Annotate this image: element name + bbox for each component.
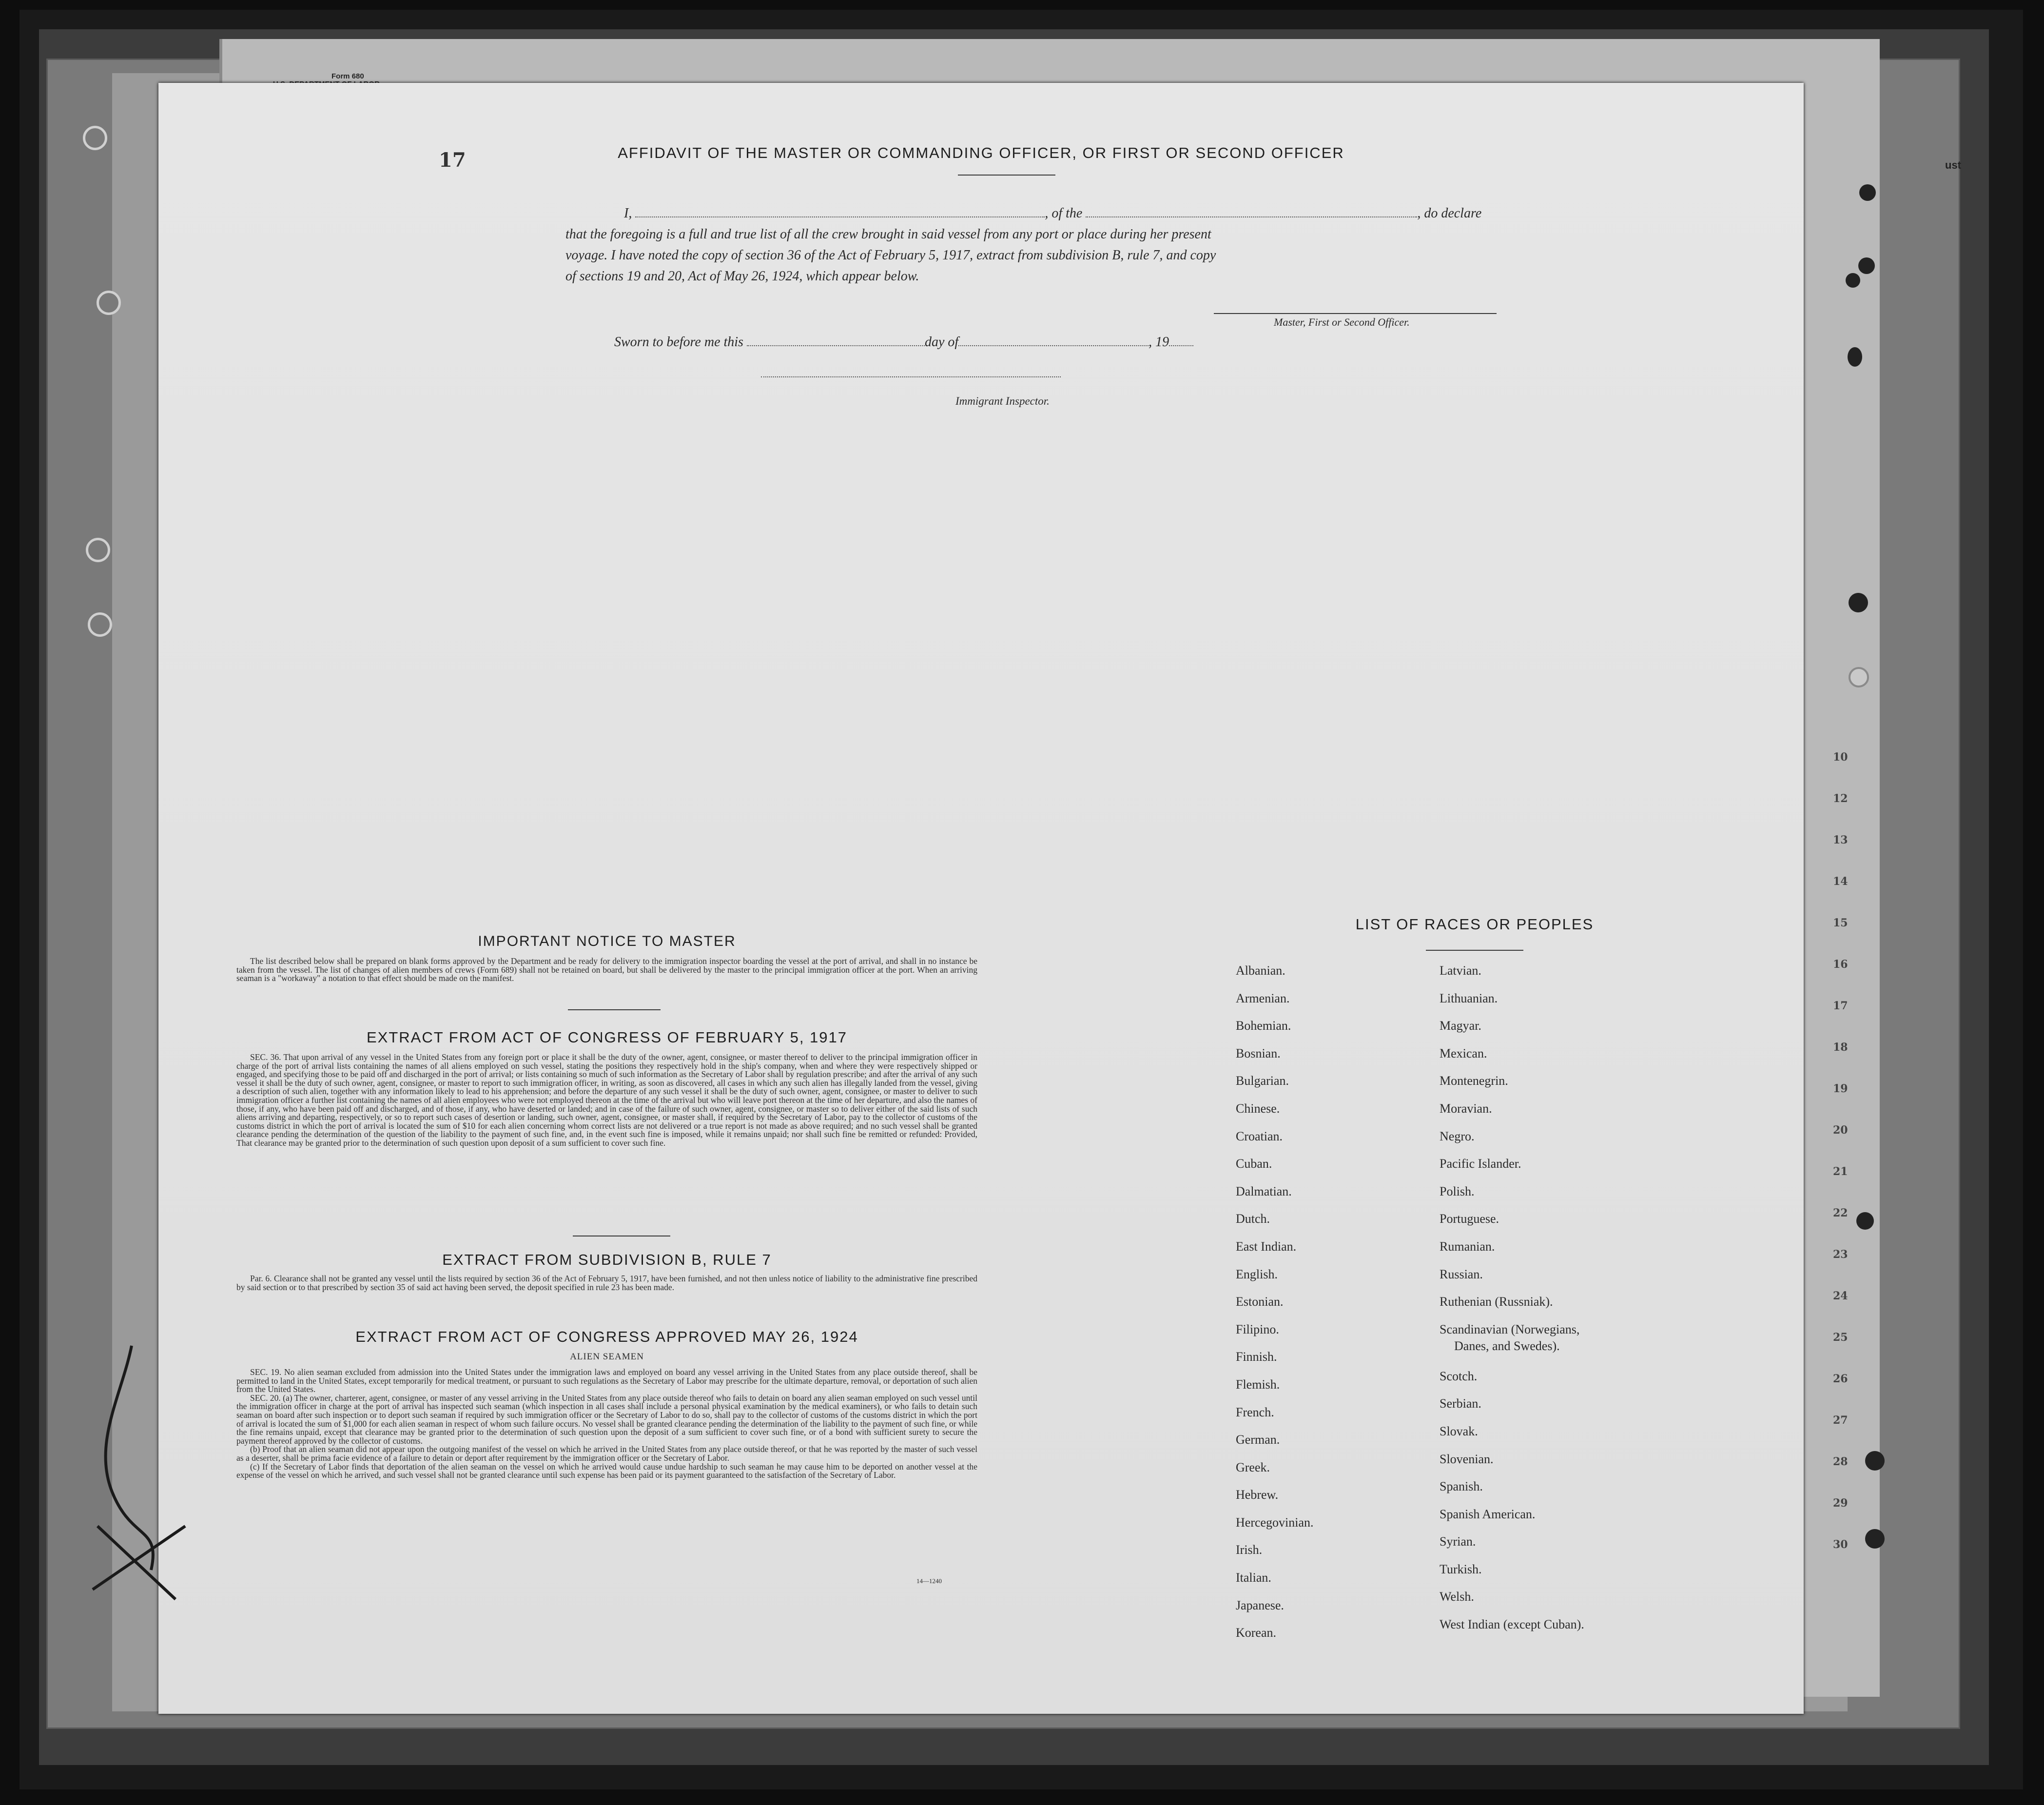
extract-1924-paragraph: SEC. 20. (a) The owner, charterer, agent, consignee, or master of any vessel arriving in the United States from any place outside thereof who fails to detain on board any alien seaman employed on such vessel until the immigration officer in charge at the port of arrival has inspected such seaman (which inspection in all cases shall include a personal physical examination by the medical examiners), or who fails to detain such seaman on board after such inspection or to deport such seaman if required by such immigration officer or the Secretary of Labor to do so, shall pay to the collector of customs of the customs district in which the port of arrival is located the sum of $1,000 for each alien seaman in respect of whom such failure occurs. No vessel shall be granted clearance pending the determination of the liability to the payment of such fine, or while the fine remains unpaid, except that clearance may be granted prior to the determination of such question upon the deposit of a sum sufficient to cover such fine, or of a bond with sufficient surety to secure the payment thereof approved by the collector of customs. (236, 1393, 977, 1446)
sworn-month-blank[interactable] (958, 335, 1149, 346)
race-item: Spanish. (1440, 1479, 1483, 1494)
binding-hole (1865, 1529, 1885, 1549)
race-item: Dalmatian. (1236, 1184, 1292, 1198)
race-item: Bosnian. (1236, 1046, 1281, 1060)
sworn-line (614, 334, 1193, 350)
races-title: LIST OF RACES OR PEOPLES (1355, 916, 1594, 933)
master-signature-label: Master, First or Second Officer. (1274, 316, 1410, 328)
sworn-day-of: day of (924, 334, 959, 350)
affidavit-declaration (565, 203, 1677, 287)
race-item: Montenegrin. (1440, 1074, 1508, 1088)
race-item: Polish. (1440, 1184, 1475, 1198)
race-item: Moravian. (1440, 1101, 1492, 1116)
binding-hole (1865, 1451, 1885, 1471)
race-item: Irish. (1236, 1543, 1263, 1557)
sworn-year: , 19 (1149, 334, 1169, 350)
binding-hole (1849, 667, 1869, 687)
row-number: 28 (1833, 1455, 1848, 1468)
extract-1924-paragraph: (b) Proof that an alien seaman did not appear upon the outgoing manifest of the vessel on which he arrived in the United States from any place outside thereof, or that he was reported by the master of such vessel as a deserter, shall be prima facie evidence of a failure to detain or deport after requirement by the immigration officer or the Secretary of Labor. (236, 1444, 977, 1463)
binding-hole (1846, 273, 1860, 288)
race-item: Filipino. (1236, 1322, 1279, 1336)
race-item: Latvian. (1440, 963, 1481, 978)
extract-1924-paragraph: SEC. 19. No alien seaman excluded from admission into the United States under the immigration laws and employed on board any vessel arriving in the United States from any place outside thereof, shall be permitted to land in the United States, except temporarily for medical treatment, or pursuant to such regulations as the Secretary of Labor may prescribe for the ultimate departure, removal, or deportation of such alien from the United States. (236, 1367, 977, 1394)
race-item: German. (1236, 1432, 1280, 1447)
race-item: Estonian. (1236, 1295, 1284, 1309)
race-item: Bulgarian. (1236, 1074, 1289, 1088)
row-number: 17 (1833, 1000, 1848, 1012)
race-item: Flemish. (1236, 1377, 1280, 1392)
binding-hole (1858, 257, 1875, 274)
race-item: Spanish American. (1440, 1507, 1536, 1521)
race-item: Russian. (1440, 1267, 1483, 1281)
title-rule (958, 175, 1055, 176)
race-item: Finnish. (1236, 1350, 1277, 1364)
declaration-i: I, (624, 206, 632, 221)
extract-1917-title: EXTRACT FROM ACT OF CONGRESS OF FEBRUARY 5, 1917 (366, 1029, 848, 1046)
row-number: 20 (1833, 1124, 1848, 1137)
page-mark: 17 (439, 149, 466, 172)
race-item: Italian. (1236, 1570, 1271, 1585)
section-rule (568, 1009, 661, 1010)
race-item: Portuguese. (1440, 1212, 1499, 1226)
right-margin-numbers (1833, 751, 1852, 1580)
master-signature-line[interactable] (1214, 313, 1497, 314)
race-item: Ruthenian (Russniak). (1440, 1295, 1553, 1309)
race-item: Welsh. (1440, 1589, 1474, 1604)
races-right-column (1440, 963, 1732, 1645)
declaration-of-the: , of the (1045, 206, 1083, 221)
race-item: Mexican. (1440, 1046, 1487, 1060)
race-item: Dutch. (1236, 1212, 1270, 1226)
races-left-column (1236, 963, 1431, 1653)
race-item: Scotch. (1440, 1369, 1478, 1383)
race-item: Turkish. (1440, 1562, 1482, 1576)
row-number: 22 (1833, 1207, 1848, 1219)
binding-hole (86, 538, 110, 562)
rule-7-paragraph: Par. 6. Clearance shall not be granted any vessel until the lists required by section 36 of the Act of February 5, 1917, have been furnished, and not then unless notice of liability to the administrative fine prescribed by said section or to that prescribed by section 35 of said act having been served, the deposit specified in rule 23 has been made. (236, 1274, 977, 1292)
affidavit-title: AFFIDAVIT OF THE MASTER OR COMMANDING OFFICER, OR FIRST OR SECOND OFFICER (618, 144, 1344, 161)
print-code: 14—1240 (916, 1577, 942, 1585)
vessel-blank[interactable] (1086, 207, 1417, 217)
pen-scribble (63, 1316, 219, 1619)
declaration-line-4: of sections 19 and 20, Act of May 26, 1924, which appear below. (565, 269, 919, 284)
form-number: Form 680 (331, 72, 364, 80)
race-item: West Indian (except Cuban). (1440, 1617, 1584, 1632)
row-number: 10 (1833, 751, 1848, 764)
race-item-continued: Danes, and Swedes). (1454, 1338, 1560, 1353)
binding-hole (1848, 347, 1862, 367)
row-number: 21 (1833, 1165, 1848, 1178)
row-number: 14 (1833, 875, 1848, 888)
rule-7-title: EXTRACT FROM SUBDIVISION B, RULE 7 (442, 1251, 772, 1268)
race-item: Chinese. (1236, 1101, 1280, 1116)
race-item: Slovenian. (1440, 1452, 1494, 1466)
race-item: Cuban. (1236, 1157, 1272, 1171)
race-item: French. (1236, 1405, 1274, 1419)
race-item: Magyar. (1440, 1019, 1481, 1033)
race-item: Japanese. (1236, 1598, 1284, 1612)
row-number: 18 (1833, 1041, 1848, 1054)
row-number: 16 (1833, 958, 1848, 971)
notice-text (236, 957, 977, 983)
extract-1917-text (236, 1053, 977, 1148)
extract-1924-subtitle: ALIEN SEAMEN (570, 1352, 644, 1362)
race-item: Rumanian. (1440, 1239, 1495, 1254)
row-number: 24 (1833, 1290, 1848, 1302)
row-number: 15 (1833, 917, 1848, 929)
race-item: Negro. (1440, 1129, 1475, 1143)
row-number: 19 (1833, 1082, 1848, 1095)
race-item: Hebrew. (1236, 1488, 1279, 1502)
binding-hole (83, 126, 107, 150)
row-number: 23 (1833, 1248, 1848, 1261)
section-rule (1426, 950, 1523, 951)
race-item: Scandinavian (Norwegians, (1440, 1322, 1580, 1336)
declaration-line-2: that the foregoing is a full and true list of all the crew brought in said vessel from any port or place during her present (565, 227, 1211, 242)
extract-1924-text (236, 1368, 977, 1480)
row-number: 25 (1833, 1331, 1848, 1344)
row-number: 13 (1833, 834, 1848, 846)
race-item: Syrian. (1440, 1534, 1476, 1549)
name-blank[interactable] (635, 207, 1045, 217)
row-number: 26 (1833, 1373, 1848, 1385)
extract-1924-paragraph: (c) If the Secretary of Labor finds that deportation of the alien seaman on the vessel on which he arrived would cause undue hardship to such seaman he may cause him to be deported on another vessel at the expense of the vessel on which he arrived, and such vessel shall not be granted clearance until such expense has been paid or its payment guaranteed to the satisfaction of the Secretary of Labor. (236, 1461, 977, 1480)
notice-title: IMPORTANT NOTICE TO MASTER (478, 933, 736, 949)
row-number: 29 (1833, 1497, 1848, 1510)
affidavit-page (158, 83, 1804, 1714)
race-item: Korean. (1236, 1626, 1277, 1640)
sworn-prefix: Sworn to before me this (614, 334, 743, 350)
race-item: Croatian. (1236, 1129, 1283, 1143)
rule-7-text (236, 1275, 977, 1292)
sworn-year-blank[interactable] (1169, 335, 1193, 346)
race-item: Albanian. (1236, 963, 1285, 978)
race-item: Serbian. (1440, 1396, 1481, 1411)
inspector-signature-line[interactable] (761, 376, 1061, 377)
race-item: Hercegovinian. (1236, 1515, 1314, 1530)
inspector-label: Immigrant Inspector. (955, 395, 1050, 407)
binding-hole (88, 612, 112, 637)
binding-hole (97, 291, 121, 315)
notice-paragraph: The list described below shall be prepared on blank forms approved by the Department and be ready for delivery to the immigration inspector boarding the vessel at the port of arrival, and shall in no instance be taken from the vessel. The list of changes of alien members of crews (Form 689) shall not be retained on board, but shall be delivered by the master to the principal immigration officer at the port. When an arriving seaman is a "workaway" a notation to that effect should be made on the manifest. (236, 956, 977, 983)
row-number: 12 (1833, 792, 1848, 805)
extract-1924-title: EXTRACT FROM ACT OF CONGRESS APPROVED MAY 26, 1924 (355, 1328, 858, 1345)
binding-hole (1859, 184, 1876, 201)
edge-label: ust (1945, 159, 1961, 171)
race-item: East Indian. (1236, 1239, 1297, 1254)
race-item: Lithuanian. (1440, 991, 1498, 1005)
race-item: Bohemian. (1236, 1019, 1291, 1033)
race-item: Armenian. (1236, 991, 1290, 1005)
race-item: Greek. (1236, 1460, 1270, 1474)
row-number: 30 (1833, 1538, 1848, 1551)
race-item: English. (1236, 1267, 1278, 1281)
declaration-line-3: voyage. I have noted the copy of section 36 of the Act of February 5, 1917, extract from subdivision B, rule 7, and copy (565, 248, 1216, 263)
race-item: Slovak. (1440, 1424, 1478, 1438)
race-item: Pacific Islander. (1440, 1157, 1521, 1171)
extract-1917-paragraph: SEC. 36. That upon arrival of any vessel in the United States from any foreign port or place it shall be the duty of the owner, agent, consignee, or master thereof to deliver to the principal immigration officer in charge of the port of arrival lists containing the names of all aliens employed on such vessel, stating the positions they respectively hold in the ship's company, when and where they were respectively shipped or engaged, and specifying those to be paid off and discharged in the port of arrival; or lists containing so much of such information as the Secretary of Labor shall by regulation prescribe; and after the arrival of any such vessel it shall be the duty of such owner, agent, consignee, or master to report to such immigration officer, in writing, as soon as discovered, all cases in which any such alien has illegally landed from the vessel, giving a description of such alien, together with any information likely to lead to his apprehension; and before the departure of any such vessel it shall be the duty of such owner, agent, consignee, or master to deliver to such immigration officer a further list containing the names of all alien employees who were not employed thereon at the time of the arrival but who will leave port thereon at the time of her departure, and also the names of those, if any, who have been paid off and discharged, and of those, if any, who have deserted or landed; and in case of the failure of such owner, agent, consignee, or master so to deliver either of the said lists of such aliens arriving and departing, respectively, or so to report such cases of desertion or landing, such owner, agent, consignee, or master shall, if required by the Secretary of Labor, pay to the collector of customs of the customs district in which the port of arrival is located the sum of $10 for each alien concerning whom correct lists are not delivered or a true report is not made as above required; and no such vessel shall be granted clearance pending the determination of the question of the liability to the payment of such fine, and, in the event such fine is imposed, while it remains unpaid; nor shall such fine be remitted or refunded: Provided, That clearance may be granted prior to the determination of such question upon deposit of a sum sufficient to cover such fine. (236, 1052, 977, 1148)
sworn-day-blank[interactable] (747, 335, 925, 346)
binding-hole (1849, 593, 1868, 612)
binding-hole (1856, 1212, 1874, 1230)
row-number: 27 (1833, 1414, 1848, 1427)
declaration-do-declare: , do declare (1417, 206, 1482, 221)
